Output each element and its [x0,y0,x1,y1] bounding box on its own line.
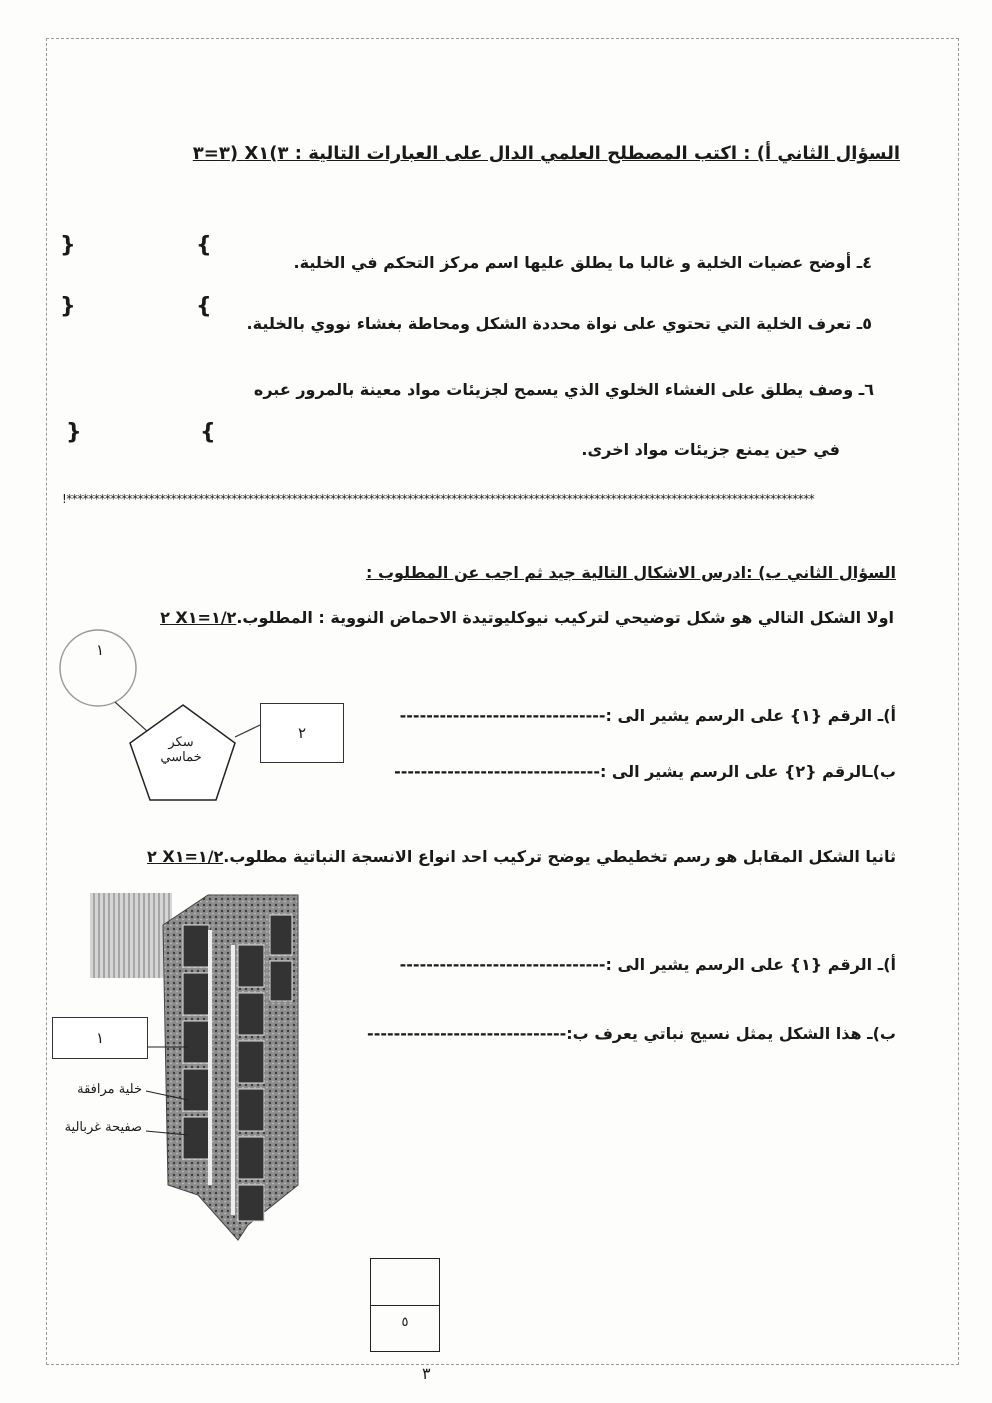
part-one-b: ب)ـالرقم {٢} على الرسم يشير الى :- [593,762,896,781]
part-one-b-line [394,762,896,781]
part-one-intro: اولا الشكل التالي هو شكل توضيحي لتركيب نيوكليوتيدة الاحماض النووية : المطلوب. [236,608,894,627]
background-tissue [90,893,172,978]
question-b-title: السؤال الثاني ب) :ادرس الاشكال التالية جيد ثم اجب عن المطلوب : [365,563,896,582]
question-a-item-4: ٤ـ أوضح عضيات الخلية و غالبا ما يطلق عليها اسم مركز التحكم في الخلية. [293,253,872,272]
question-a-item-6-cont: في حين يمنع جزيئات مواد اخرى. [581,440,840,459]
answer-brace-open-4: { [196,233,212,258]
part-two-b-line [367,1024,896,1043]
answer-line-1b: ------------------------------ [394,762,594,781]
answer-brace-open-5: { [196,294,212,319]
answer-brace-close-5: } [60,294,76,319]
answer-brace-open-6: { [200,420,216,445]
answer-line-2b: ------------------------------ [367,1024,567,1043]
part-one-marks: ٢ X١/٢=١ [160,608,237,627]
base-box-2: ٢ [260,703,344,763]
part-two-intro: ثانيا الشكل المقابل هو رسم تخطيطي يوضح تركيب احد انواع الانسجة النباتية مطلوب. [223,847,896,866]
part-two-a: أ)ـ الرقم {١} على الرسم يشير الى :- [598,955,896,974]
separator-line: !**************************************************************************************************************************************** [62,492,815,506]
part-two-b: ب)ـ هذا الشكل يمثل نسيج نباتي يعرف ب: [566,1024,896,1043]
answer-brace-close-4: } [60,233,76,258]
tissue-box-1: ١ [52,1017,148,1059]
page-number: ٣ [422,1364,431,1383]
question-a-title: السؤال الثاني أ) : اكتب المصطلح العلمي الدال على العبارات التالية : ٣)X١ (٣=٣ [192,143,900,164]
question-a-item-5: ٥ـ تعرف الخلية التي تحتوي على نواة محددة الشكل ومحاطة بغشاء نووي بالخلية. [246,314,872,333]
part-two-a-line [400,955,896,974]
sugar-label: سكر خماسي [160,735,202,765]
part-one-a-line [400,706,896,725]
connector-line-2 [235,725,260,737]
part-two-intro-line [147,847,896,866]
answer-line-2a: ------------------------------ [399,955,599,974]
part-two-marks: ٢ X١/٢=١ [147,847,224,866]
score-divider [371,1305,439,1306]
companion-cell-label: خلية مرافقة [77,1082,142,1097]
answer-brace-close-6: } [66,420,82,445]
sieve-plate-label: صفيحة غربالية [64,1120,142,1135]
question-a-item-6: ٦ـ وصف يطلق على الغشاء الخلوي الذي يسمح لجزيئات مواد معينة بالمرور عبره [253,380,874,399]
part-one-a: أ)ـ الرقم {١} على الرسم يشير الى :- [598,706,896,725]
phloem-tissue-illustration [88,885,313,1245]
score-box [370,1258,440,1352]
score-value: ٥ [401,1315,409,1330]
answer-line-1a: ------------------------------ [399,706,599,725]
